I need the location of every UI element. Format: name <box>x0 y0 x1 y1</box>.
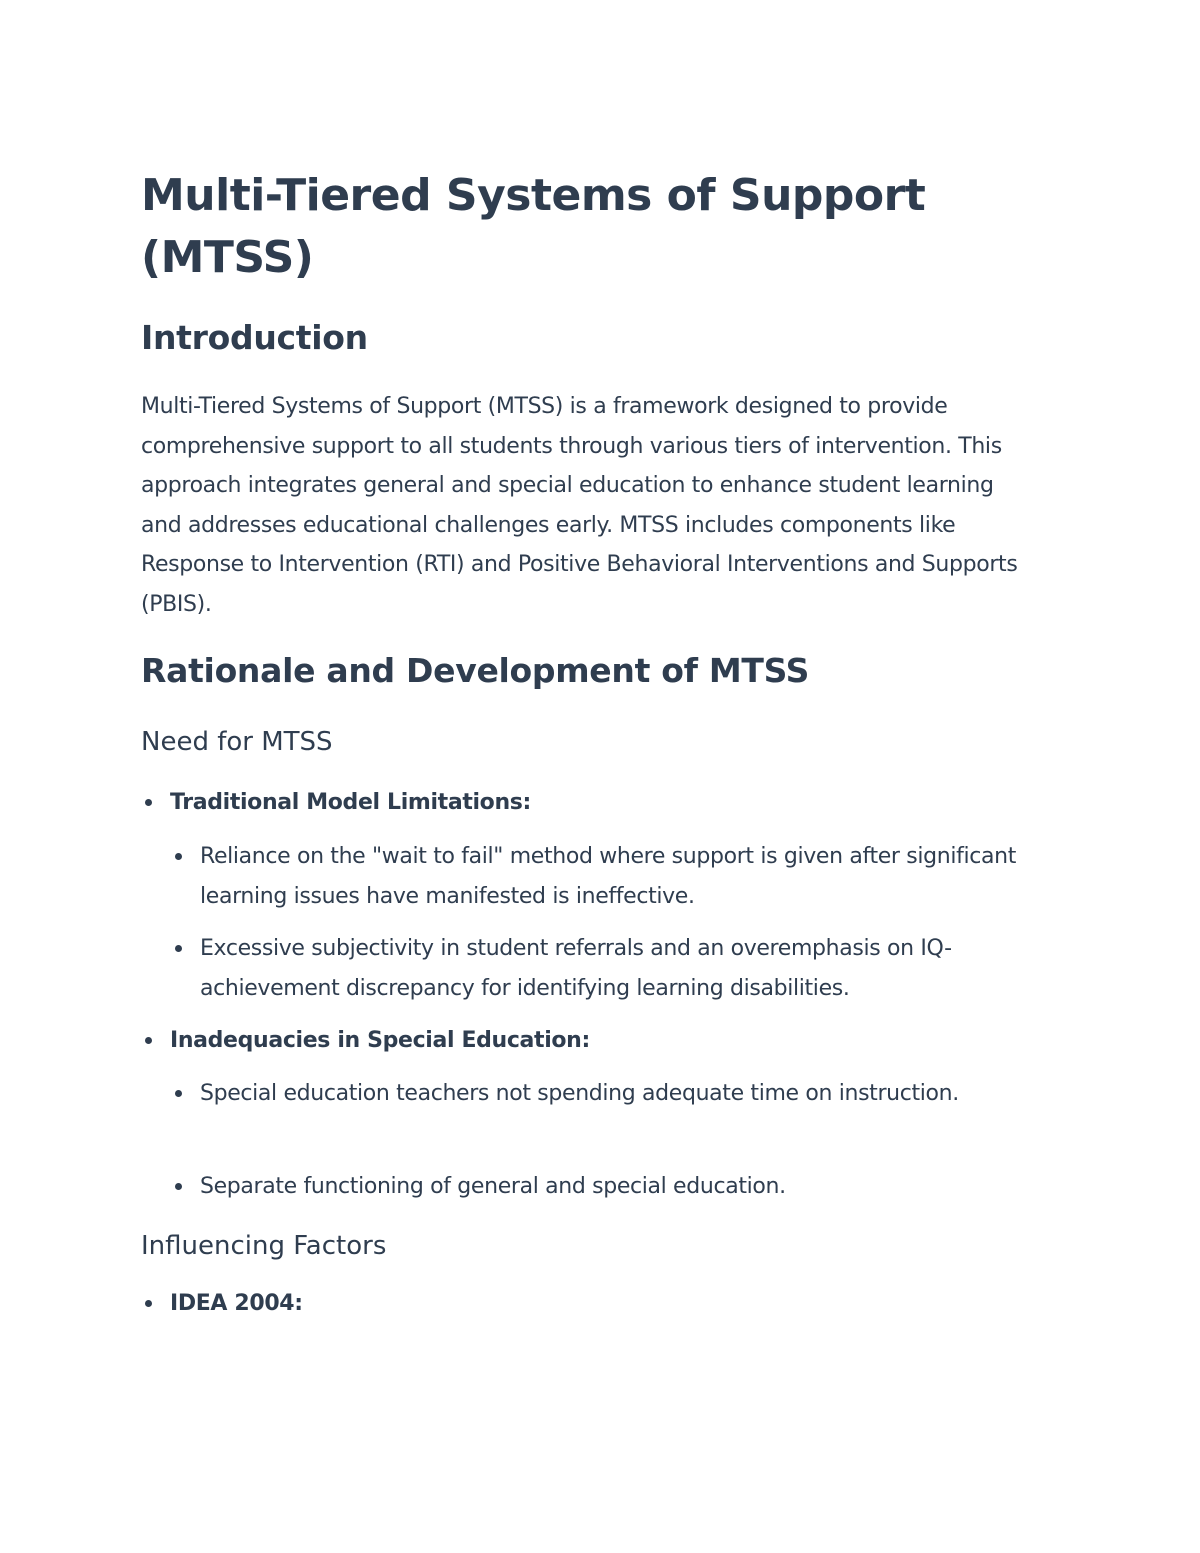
introduction-paragraph: Multi-Tiered Systems of Support (MTSS) is a framework designed to provide comprehensive support to all students through various tiers of intervention. This approach integrates general and special education to enhance student learning and addresses educational challenges early. MTSS includes components like Response to Intervention (RTI) and Positive Behavioral Interventions and Supports (PBIS). <box>141 394 1018 617</box>
subsection-heading-need: Need for MTSS <box>141 727 333 757</box>
sub-list-item-text: Separate functioning of general and special education. <box>200 1174 786 1199</box>
section-heading-introduction: Introduction <box>141 318 368 357</box>
bullet-icon <box>175 945 182 952</box>
bullet-icon <box>175 853 182 860</box>
document-title: Multi-Tiered Systems of Support (MTSS) <box>141 170 926 283</box>
list-item-label: Traditional Model Limitations: <box>170 790 531 815</box>
bullet-icon <box>175 1183 182 1190</box>
list-item-label: IDEA 2004: <box>170 1291 303 1316</box>
bullet-icon <box>145 1300 152 1307</box>
sub-list-item-text: Reliance on the "wait to fail" method where support is given after significant learning issues have manifested is ineffective. <box>200 844 1017 909</box>
bullet-icon <box>145 1037 152 1044</box>
sub-list-item-text: Special education teachers not spending adequate time on instruction. <box>200 1081 959 1106</box>
bullet-icon <box>145 799 152 806</box>
sub-list-item-text: Excessive subjectivity in student referrals and an overemphasis on IQ-achievement discrepancy for identifying learning disabilities. <box>200 936 952 1001</box>
bullet-icon <box>175 1090 182 1097</box>
subsection-heading-influencing: Influencing Factors <box>141 1231 387 1261</box>
list-item-label: Inadequacies in Special Education: <box>170 1028 590 1053</box>
section-heading-rationale: Rationale and Development of MTSS <box>141 651 810 690</box>
